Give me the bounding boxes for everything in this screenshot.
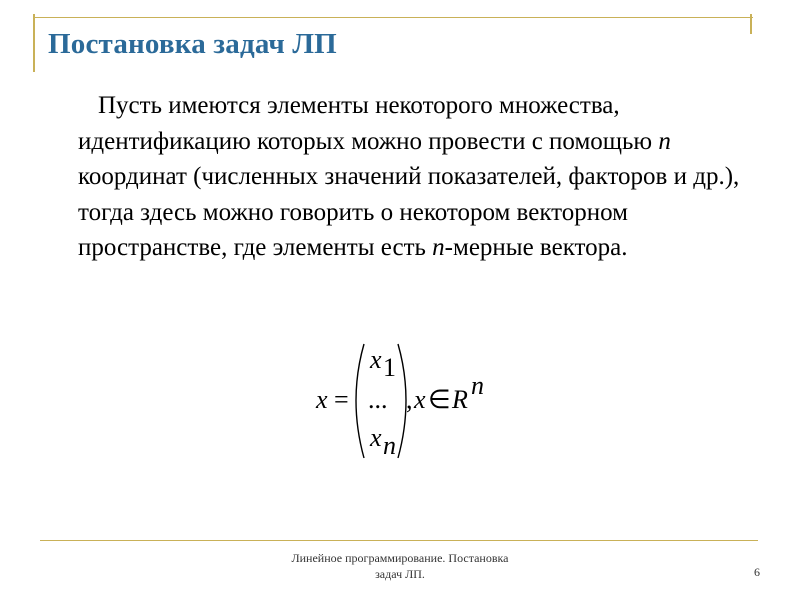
footer-caption bbox=[250, 550, 550, 582]
formula-equals: = bbox=[334, 385, 349, 414]
footer-line-2: задач ЛП. bbox=[375, 567, 425, 581]
footer-divider bbox=[40, 540, 758, 541]
row3-subscript: n bbox=[383, 431, 396, 460]
row1-x: x bbox=[370, 345, 382, 374]
page-number: 6 bbox=[754, 565, 760, 579]
formula-comma: , bbox=[406, 385, 413, 414]
italic-n-1: n bbox=[658, 127, 671, 155]
accent-top-right-tick bbox=[750, 14, 752, 34]
space-R: R bbox=[452, 385, 468, 414]
body-paragraph bbox=[78, 88, 768, 266]
formula-lhs-x: x bbox=[316, 385, 328, 414]
formula-svg bbox=[310, 336, 530, 466]
paragraph-part-1: Пусть имеются элементы некоторого множества, идентификацию которых можно провести с помощью bbox=[78, 92, 659, 155]
left-paren bbox=[356, 344, 364, 458]
accent-vertical-line bbox=[33, 14, 35, 72]
paragraph-part-3: -мерные вектора. bbox=[444, 234, 628, 261]
accent-top-line bbox=[33, 17, 753, 18]
slide-title: Постановка задач ЛП bbox=[48, 28, 337, 60]
paragraph-part-2: координат (численных значений показателей, факторов и др.), тогда здесь можно говорить о некотором векторном пространстве, где элементы есть bbox=[78, 163, 740, 261]
italic-n-2: n bbox=[432, 234, 445, 261]
element-of-symbol: ∈ bbox=[428, 385, 451, 414]
right-paren bbox=[398, 344, 406, 458]
row3-x: x bbox=[370, 423, 382, 452]
vector-formula bbox=[310, 336, 530, 466]
row2-dots: ... bbox=[368, 385, 388, 414]
space-superscript: n bbox=[471, 371, 484, 400]
row1-subscript: 1 bbox=[383, 353, 396, 382]
member-x: x bbox=[414, 385, 426, 414]
footer-line-1: Линейное программирование. Постановка bbox=[291, 551, 509, 565]
